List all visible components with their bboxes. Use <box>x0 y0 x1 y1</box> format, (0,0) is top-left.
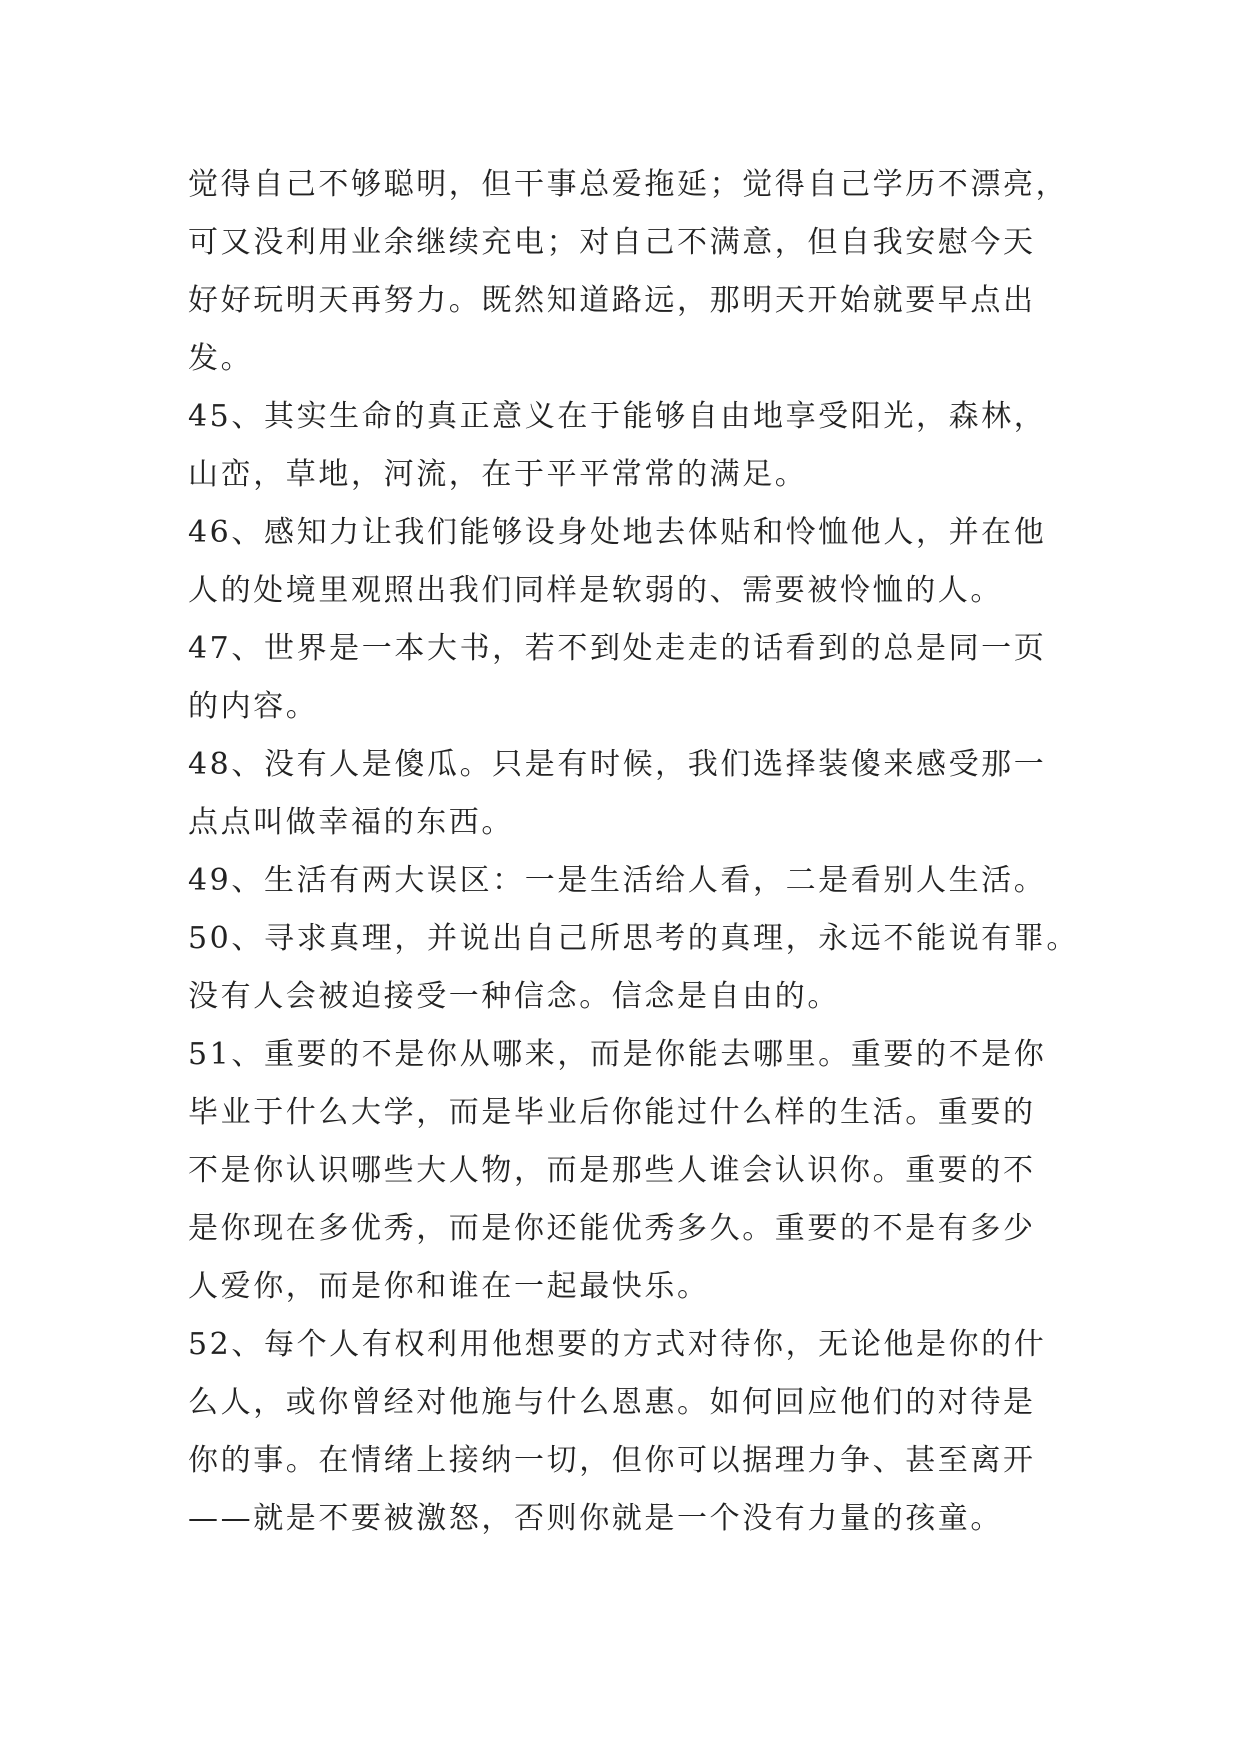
text-line: ——就是不要被激怒，否则你就是一个没有力量的孩童。 <box>188 1501 1003 1536</box>
text-line: 人爱你，而是你和谁在一起最快乐。 <box>188 1269 710 1304</box>
text-line: 51、重要的不是你从哪来，而是你能去哪里。重要的不是你 <box>188 1037 1047 1072</box>
text-line: 毕业于什么大学，而是毕业后你能过什么样的生活。重要的 <box>188 1095 1036 1130</box>
text-line: 山峦，草地，河流，在于平平常常的满足。 <box>188 457 808 492</box>
text-line: 可又没利用业余继续充电；对自己不满意，但自我安慰今天 <box>188 225 1036 260</box>
document-body <box>188 156 1079 1548</box>
text-line: 50、寻求真理，并说出自己所思考的真理，永远不能说有罪。 <box>188 921 1079 956</box>
text-line: 47、世界是一本大书，若不到处走走的话看到的总是同一页 <box>188 631 1047 666</box>
text-line: 45、其实生命的真正意义在于能够自由地享受阳光，森林， <box>188 399 1047 434</box>
text-line: 52、每个人有权利用他想要的方式对待你，无论他是你的什 <box>188 1327 1047 1362</box>
text-line: 觉得自己不够聪明，但干事总爱拖延；觉得自己学历不漂亮， <box>188 167 1069 202</box>
text-line: 46、感知力让我们能够设身处地去体贴和怜恤他人，并在他 <box>188 515 1047 550</box>
text-line: 你的事。在情绪上接纳一切，但你可以据理力争、甚至离开 <box>188 1443 1036 1478</box>
text-line: 没有人会被迫接受一种信念。信念是自由的。 <box>188 979 840 1014</box>
text-line: 好好玩明天再努力。既然知道路远，那明天开始就要早点出 <box>188 283 1036 318</box>
text-line: 么人，或你曾经对他施与什么恩惠。如何回应他们的对待是 <box>188 1385 1036 1420</box>
text-line: 是你现在多优秀，而是你还能优秀多久。重要的不是有多少 <box>188 1211 1036 1246</box>
text-line: 49、生活有两大误区：一是生活给人看，二是看别人生活。 <box>188 863 1047 898</box>
text-line: 不是你认识哪些大人物，而是那些人谁会认识你。重要的不 <box>188 1153 1036 1188</box>
text-line: 点点叫做幸福的东西。 <box>188 805 514 840</box>
text-line: 发。 <box>188 341 254 376</box>
text-line: 的内容。 <box>188 689 319 724</box>
text-line: 人的处境里观照出我们同样是软弱的、需要被怜恤的人。 <box>188 573 1003 608</box>
text-line: 48、没有人是傻瓜。只是有时候，我们选择装傻来感受那一 <box>188 747 1047 782</box>
